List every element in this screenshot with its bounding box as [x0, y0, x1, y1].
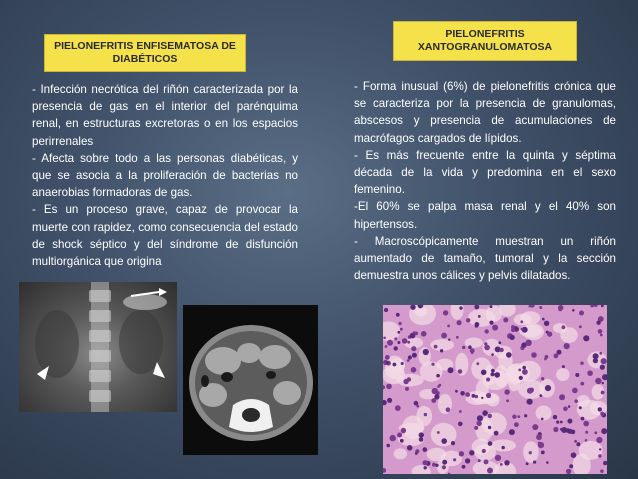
- paragraph: - Macroscópicamente muestran un riñón aumentado de tamaño, tumoral y la sección demuestra unos cálices y pelvis dilatados.: [354, 234, 616, 283]
- paragraph: - Forma inusual (6%) de pielonefritis crónica que se caracteriza por la presencia de granulomas, abscesos y presencia de acumulaciones de macrófagos cargados de lípidos.: [354, 80, 616, 145]
- paragraph: -El 60% se palpa masa renal y el 40% son hipertensos.: [354, 200, 616, 231]
- ct-scan-image: [183, 305, 318, 455]
- paragraph: - Afecta sobre todo a las personas diabéticas, y que se asocia a la proliferación de bacterias no anaerobias formadoras de gas.: [32, 151, 298, 200]
- title-box-right: [393, 21, 577, 61]
- paragraph: - Es más frecuente entre la quinta y séptima década de la vida y predomina en el sexo femenino.: [354, 148, 616, 197]
- title-xantogranulomatosa: PIELONEFRITIS XANTOGRANULOMATOSA: [417, 28, 553, 53]
- title-enfisematosa: PIELONEFRITIS ENFISEMATOSA DE DIABÉTICOS: [54, 40, 236, 65]
- title-box-left: [44, 34, 246, 72]
- text-block-right: [354, 78, 616, 284]
- xray-image: [19, 282, 177, 412]
- paragraph: - Infección necrótica del riñón caracterizada por la presencia de gas en el interior del parénquima renal, en estructuras excretoras o en los espacios perirrenales: [32, 83, 298, 148]
- paragraph: - Es un proceso grave, capaz de provocar la muerte con rapidez, como consecuencia del estado de shock séptico y del síndrome de disfunción multiorgánica que origina: [32, 203, 298, 269]
- histology-image: [383, 305, 607, 474]
- text-block-left: [32, 81, 298, 270]
